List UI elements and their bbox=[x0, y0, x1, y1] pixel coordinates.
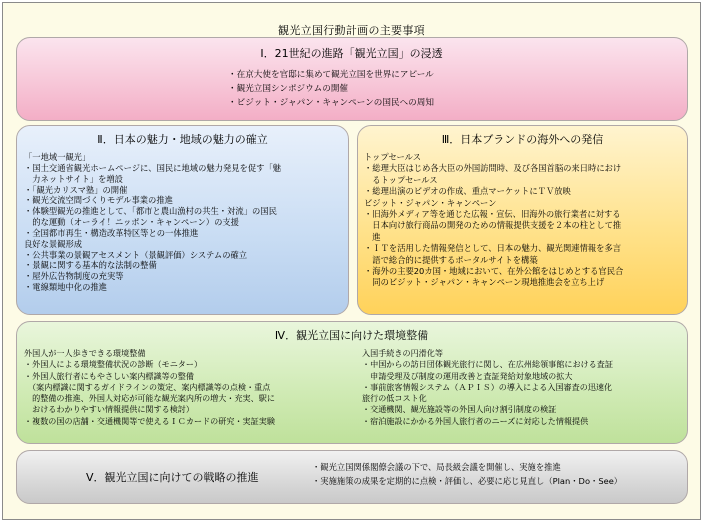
section-2-line: ・公共事業の景観アセスメント（景観評価）システムの確立 bbox=[24, 249, 248, 260]
section-2-line: ・国土交通省観光ホームページに、国民に地域の魅力発見を促す「魅 bbox=[24, 162, 282, 173]
section-4-left-content bbox=[24, 348, 275, 427]
section-4-right-line: 旅行の低コスト化 bbox=[362, 393, 427, 404]
diagram-title: 観光立国行動計画の主要事項 bbox=[278, 22, 425, 40]
section-3-line: 進 bbox=[364, 231, 381, 242]
section-4-right-line: ・宿泊施設にかかる外国人旅行者のニーズに対応した情報提供 bbox=[362, 415, 589, 426]
section-3-line: ・旧海外メディア等を通じた広報・宣伝、旧海外の旅行業者に対する bbox=[364, 209, 621, 220]
section-2-title: Ⅱ．日本の魅力・地域の魅力の確立 bbox=[97, 133, 268, 146]
section-5-title: Ⅴ．観光立国に向けての戦略の推進 bbox=[86, 471, 259, 484]
section-3-line: 日本向け旅行商品の開発のための情報提供支援を２本の柱として推 bbox=[364, 220, 622, 231]
section-2-line: ・電線類地中化の推進 bbox=[24, 282, 107, 293]
section-3-line: ビジット・ジャパン・キャンペーン bbox=[364, 197, 497, 208]
section-1-title: Ⅰ．21世紀の進路「観光立国」の浸透 bbox=[260, 47, 443, 60]
section-4-left-line: ・外国人による環境整備状況の診断（モニター） bbox=[24, 359, 203, 370]
section-4-title: Ⅳ．観光立国に向けた環境整備 bbox=[274, 329, 429, 342]
section-2-line: ・全国都市再生・構造改革特区等との一体推進 bbox=[24, 227, 199, 238]
section-3-line: ・総理大臣はじめ各大臣の外国訪問時、及び各国首脳の来日時におけ bbox=[364, 163, 622, 174]
section-2-line: ・観光交流空間づくりモデル事業の推進 bbox=[24, 195, 173, 206]
section-4-right-content bbox=[362, 348, 613, 427]
section-4-left-line: 外国人が一人歩きできる環境整備 bbox=[24, 348, 146, 358]
section-4-left-line: ・複数の国の店舗・交通機関等で使えるＩＣカードの研究・実証実験 bbox=[24, 415, 275, 426]
section-2-line: 的な運動（オーライ！ニッポン・キャンペーン）の支援 bbox=[24, 217, 239, 228]
section-3-title: Ⅲ．日本ブランドの海外への発信 bbox=[441, 133, 604, 146]
section-3-line: るトップセールス bbox=[364, 174, 438, 185]
section-4-right-line: 入国手続きの円滑化等 bbox=[362, 348, 443, 358]
section-4-left-line: ・外国人旅行者にもやさしい案内標識等の整備 bbox=[24, 370, 194, 381]
section-5-item: ・実施施策の成果を定期的に点検・評価し、必要に応じ見直し（Plan・Do・See） bbox=[312, 476, 623, 486]
section-3-line: ・海外の主要20カ国・地域において、在外公館をはじめとする官民合 bbox=[364, 266, 624, 277]
section-3-line: 同のビジット・ジャパン・キャンペーン現地推進会を立ち上げ bbox=[364, 277, 605, 288]
section-4-left-line: （案内標識に関するガイドラインの策定、案内標識等の点検・重点 bbox=[24, 381, 271, 392]
section-3-line: トップセールス bbox=[364, 152, 421, 162]
section-1-item: ・観光立国シンポジウムの開催 bbox=[228, 84, 349, 94]
section-1-item: ・在京大使を官邸に集めて観光立国を世界にアピール bbox=[228, 70, 434, 80]
section-5-item: ・観光立国関係閣僚会議の下で、局長級会議を開催し、実施を推進 bbox=[312, 462, 561, 472]
section-2-line: 良好な景観形成 bbox=[24, 238, 83, 249]
section-3-line: ・総理出演のビデオの作成、重点マーケットにＴＶ放映 bbox=[364, 186, 571, 197]
section-2-line: ・「観光カリスマ塾」の開催 bbox=[24, 184, 128, 195]
section-4-right-line: ・交通機関、観光施設等の外国人向け割引制度の検証 bbox=[362, 404, 557, 415]
section-3-line: 語で総合的に提供するポータルサイトを構築 bbox=[364, 254, 538, 265]
section-1-item: ・ビジット・ジャパン・キャンペーンの国民への周知 bbox=[228, 98, 434, 108]
section-4-right-line: 申請受理及び制度の運用改善と査証発給対象地域の拡大 bbox=[362, 370, 573, 381]
section-2-content bbox=[24, 152, 281, 293]
section-4-left-line: 的整備の推進、外国人対応が可能な観光案内所の増大・充実、駅に bbox=[24, 393, 275, 404]
section-4-left-line: おけるわかりやすい情報提供に関する検討） bbox=[24, 404, 194, 415]
section-2-line: 「一地域一観光」 bbox=[24, 152, 91, 162]
section-3-content bbox=[364, 152, 623, 289]
section-2-line: ・屋外広告物制度の充実等 bbox=[24, 271, 124, 282]
section-4-right-line: ・事前旅客情報システム（ＡＰＩＳ）の導入による入国審査の迅速化 bbox=[362, 381, 613, 392]
section-3-line: ・ＩＴを活用した情報発信として、日本の魅力、観光関連情報を多言 bbox=[364, 243, 622, 254]
section-2-line: 力ネットサイト」を増設 bbox=[24, 173, 123, 184]
section-2-line: ・景観に関する基本的な法制の整備 bbox=[24, 260, 157, 271]
section-4-right-line: ・中国からの訪日団体観光旅行に関し、在広州総領事館における査証 bbox=[362, 359, 613, 370]
section-2-line: ・体験型観光の推進として、「都市と農山漁村の共生・対流」の国民 bbox=[24, 206, 277, 217]
